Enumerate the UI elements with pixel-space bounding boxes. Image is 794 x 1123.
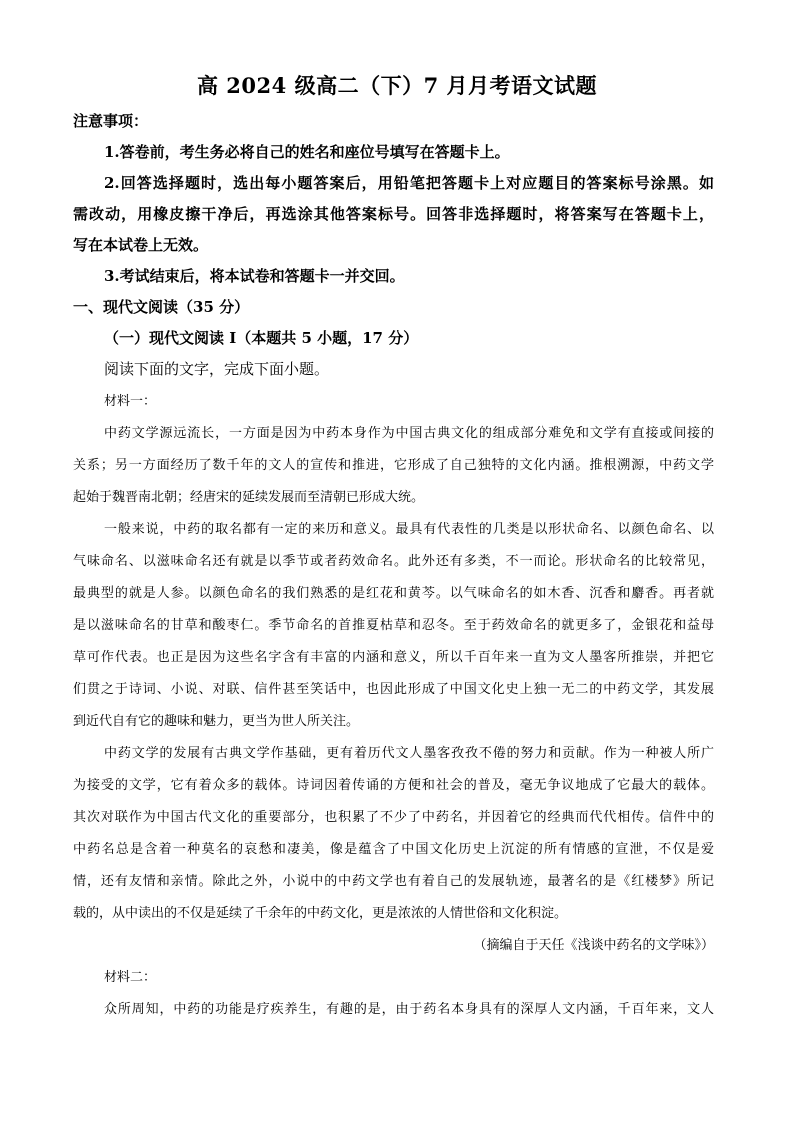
material-1-p1-line: 中药文学源远流长，一方面是因为中药本身作为中国古典文化的组成部分难免和文学有直接或间接的 [104,426,714,441]
material-1-p3-line: 其次对联作为中国古代文化的重要部分，也积累了不少了中药名，并因着它的经典而代代相传。信件中的 [73,810,714,825]
material-1-p3-line: 中药文学的发展有古典文学作基础，更有着历代文人墨客孜孜不倦的努力和贡献。作为一种被人所广 [104,746,714,761]
material-1-p2-line: 们贯之于诗词、小说、对联、信件甚至笑话中，也因此形成了中国文化史上独一无二的中药文学，其发展 [73,682,714,697]
material-1-p2-line: 是以滋味命名的甘草和酸枣仁。季节命名的首推夏枯草和忍冬。至于药效命名的就更多了，金银花和益母 [73,618,714,633]
material-1-p2-line: 草可作代表。也正是因为这些名字含有丰富的内涵和意义，所以千百年来一直为文人墨客所推崇，并把它 [73,650,714,665]
material-1-p3-line: 情，还有友情和亲情。除此之外，小说中的中药文学也有着自己的发展轨迹，最著名的是《红楼梦》所记 [73,874,714,889]
material-1-p3-line: 载的，从中读出的不仅是延续了千余年的中药文化，更是浓浓的人情世俗和文化积淀。 [73,906,568,921]
material-1-p3-line: 中药名总是含着一种莫名的哀愁和凄美，像是蕴含了中国文化历史上沉淀的所有情感的宣泄，不仅是爱 [73,842,714,857]
notice-item-2-line-3: 写在本试卷上无效。 [73,236,209,254]
material-1-p2-line: 到近代自有它的趣味和魅力，更当为世人所关注。 [73,714,360,729]
notice-item-1: 1.答卷前，考生务必将自己的姓名和座位号填写在答题卡上。 [104,143,510,161]
notice-item-2-line-1: 2.回答选择题时，选出每小题答案后，用铅笔把答题卡上对应题目的答案标号涂黑。如 [104,174,714,192]
material-1-p2-line: 气味命名、以滋味命名还有就是以季节或者药效命名。此外还有多类，不一而论。形状命名的比较常见， [73,554,714,569]
reading-instruction: 阅读下面的文字，完成下面小题。 [104,360,330,378]
section-1-sub-heading: （一）现代文阅读 I（本题共 5 小题，17 分） [104,329,419,347]
material-2-p1-line: 众所周知，中药的功能是疗疾养生，有趣的是，由于药名本身具有的深厚人文内涵，千百年来，文人 [104,1002,714,1017]
material-2-label: 材料二： [104,970,157,985]
material-1-label: 材料一： [104,394,157,409]
material-1-p1-line: 起始于魏晋南北朝；经唐宋的延续发展而至清朝已形成大统。 [73,490,425,505]
material-1-p1-line: 关系；另一方面经历了数千年的文人的宣传和推进，它形成了自己独特的文化内涵。推根溯源，中药文学 [73,458,714,473]
notice-item-2-line-2: 需改动，用橡皮擦干净后，再选涂其他答案标号。回答非选择题时，将答案写在答题卡上， [73,205,714,223]
material-1-p2-line: 一般来说，中药的取名都有一定的来历和意义。最具有代表性的几类是以形状命名、以颜色命名、以 [104,522,714,537]
notice-heading: 注意事项： [73,112,149,130]
notice-item-3: 3.考试结束后，将本试卷和答题卡一并交回。 [104,267,405,285]
material-1-p3-line: 为接受的文学，它有着众多的载体。诗词因着传诵的方便和社会的普及，毫无争议地成了它最大的载体。 [73,778,714,793]
section-1-heading: 一、现代文阅读（35 分） [73,298,250,316]
material-1-source: （摘编自于天任《浅谈中药名的文学味》） [473,938,714,953]
material-1-p2-line: 最典型的就是人参。以颜色命名的我们熟悉的是红花和黄芩。以气味命名的如木香、沉香和麝香。再者就 [73,586,714,601]
exam-title: 高 2024 级高二（下）7 月月考语文试题 [197,73,597,98]
